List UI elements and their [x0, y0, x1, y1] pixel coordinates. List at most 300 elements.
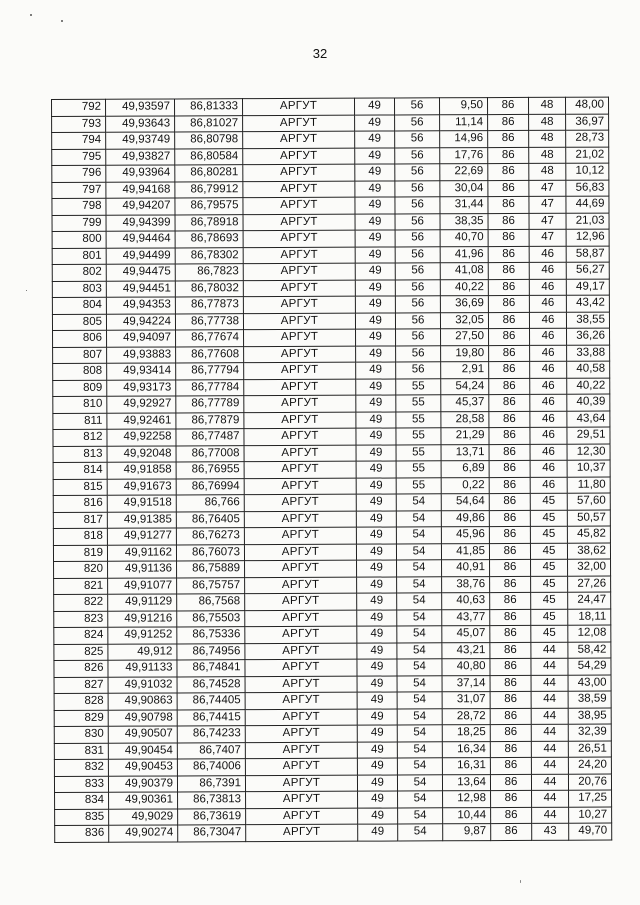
- cell-river-name: АРГУТ: [244, 461, 356, 478]
- cell-lat-minutes: 55: [396, 428, 441, 445]
- cell-lon-minutes: 44: [531, 774, 568, 791]
- cell-lon-seconds: 38,95: [568, 708, 611, 725]
- cell-latitude: 49,93173: [107, 379, 176, 396]
- cell-lat-seconds: 41,85: [441, 543, 489, 560]
- cell-longitude: 86,73813: [178, 792, 246, 809]
- cell-lon-degrees: 86: [490, 675, 531, 692]
- cell-latitude: 49,90454: [108, 742, 177, 759]
- cell-river-name: АРГУТ: [244, 362, 356, 379]
- cell-lon-seconds: 56,83: [566, 180, 609, 197]
- cell-lon-minutes: 46: [530, 460, 567, 477]
- cell-lat-minutes: 56: [394, 98, 439, 115]
- cell-lat-minutes: 56: [395, 164, 440, 181]
- cell-lon-degrees: 86: [490, 642, 531, 659]
- cell-lon-degrees: 86: [488, 180, 529, 197]
- cell-longitude: 86,766: [176, 495, 244, 512]
- cell-lat-seconds: 49,86: [441, 510, 489, 527]
- cell-longitude: 86,74956: [177, 643, 245, 660]
- cell-lon-degrees: 86: [488, 114, 529, 131]
- cell-longitude: 86,7391: [177, 775, 245, 792]
- cell-longitude: 86,75336: [177, 627, 245, 644]
- cell-longitude: 86,78032: [175, 280, 243, 297]
- cell-lon-degrees: 86: [488, 196, 529, 213]
- cell-lat-minutes: 54: [397, 659, 442, 676]
- cell-lat-minutes: 56: [395, 279, 440, 296]
- cell-lat-seconds: 36,69: [440, 296, 488, 313]
- cell-lon-minutes: 44: [531, 741, 568, 758]
- cell-point-number: 802: [52, 264, 106, 281]
- cell-lon-degrees: 86: [488, 262, 529, 279]
- cell-point-number: 833: [54, 776, 108, 793]
- cell-lat-minutes: 54: [397, 642, 442, 659]
- cell-lat-minutes: 55: [396, 411, 441, 428]
- cell-lat-minutes: 56: [395, 180, 440, 197]
- cell-lon-degrees: 86: [489, 411, 530, 428]
- cell-lat-minutes: 56: [395, 213, 440, 230]
- cell-point-number: 832: [54, 759, 108, 776]
- cell-latitude: 49,91077: [108, 577, 177, 594]
- cell-river-name: АРГУТ: [245, 725, 357, 742]
- cell-lon-seconds: 10,27: [569, 807, 612, 824]
- cell-latitude: 49,93883: [107, 346, 176, 363]
- cell-lat-minutes: 56: [396, 329, 441, 346]
- cell-longitude: 86,77008: [176, 445, 244, 462]
- cell-lat-seconds: 41,08: [440, 263, 488, 280]
- cell-longitude: 86,7407: [177, 742, 245, 759]
- cell-lon-minutes: 46: [529, 279, 566, 296]
- cell-latitude: 49,91216: [108, 610, 177, 627]
- cell-lon-degrees: 86: [491, 823, 532, 840]
- cell-river-name: АРГУТ: [244, 527, 356, 544]
- cell-river-name: АРГУТ: [245, 659, 357, 676]
- cell-lat-degrees: 49: [357, 576, 397, 593]
- cell-river-name: АРГУТ: [243, 313, 355, 330]
- cell-lat-degrees: 49: [357, 560, 397, 577]
- cell-longitude: 86,79912: [175, 181, 243, 198]
- cell-lat-degrees: 49: [357, 725, 397, 742]
- cell-lat-seconds: 31,07: [442, 692, 490, 709]
- cell-latitude: 49,94168: [106, 181, 175, 198]
- cell-lat-degrees: 49: [356, 494, 396, 511]
- cell-lon-seconds: 33,88: [567, 345, 610, 362]
- cell-point-number: 823: [54, 611, 108, 628]
- cell-longitude: 86,76273: [176, 528, 244, 545]
- cell-latitude: 49,91277: [107, 528, 176, 545]
- cell-lon-seconds: 50,57: [567, 510, 610, 527]
- scan-speck: [30, 14, 32, 16]
- cell-point-number: 805: [52, 314, 106, 331]
- cell-longitude: 86,80584: [175, 148, 243, 165]
- cell-latitude: 49,92258: [107, 429, 176, 446]
- cell-lat-seconds: 31,44: [440, 197, 488, 214]
- cell-point-number: 822: [54, 594, 108, 611]
- cell-lon-seconds: 43,64: [567, 411, 610, 428]
- cell-latitude: 49,90379: [108, 775, 177, 792]
- cell-lon-degrees: 86: [489, 460, 530, 477]
- cell-lon-minutes: 48: [529, 147, 566, 164]
- cell-latitude: 49,94464: [106, 231, 175, 248]
- cell-lon-degrees: 86: [489, 477, 530, 494]
- cell-lon-minutes: 48: [529, 114, 566, 131]
- cell-lon-degrees: 86: [488, 213, 529, 230]
- cell-lon-degrees: 86: [487, 97, 528, 114]
- cell-river-name: АРГУТ: [243, 131, 355, 148]
- coordinates-table: [51, 97, 612, 843]
- cell-longitude: 86,77608: [176, 346, 244, 363]
- cell-lon-degrees: 86: [489, 543, 530, 560]
- cell-lon-degrees: 86: [490, 741, 531, 758]
- cell-lon-minutes: 47: [529, 196, 566, 213]
- cell-longitude: 86,74528: [177, 676, 245, 693]
- cell-longitude: 86,78693: [175, 231, 243, 248]
- cell-lat-minutes: 56: [395, 114, 440, 131]
- scan-speck: [61, 20, 63, 22]
- cell-lat-seconds: 38,76: [442, 576, 490, 593]
- cell-lat-minutes: 56: [395, 230, 440, 247]
- cell-lat-seconds: 43,77: [442, 609, 490, 626]
- cell-point-number: 807: [53, 347, 107, 364]
- cell-lon-degrees: 86: [489, 345, 530, 362]
- cell-lat-degrees: 49: [357, 593, 397, 610]
- cell-lat-degrees: 49: [356, 362, 396, 379]
- cell-latitude: 49,93749: [106, 132, 175, 149]
- cell-lon-seconds: 40,39: [567, 394, 610, 411]
- cell-latitude: 49,90507: [108, 726, 177, 743]
- cell-longitude: 86,80798: [175, 132, 243, 149]
- cell-lat-degrees: 49: [355, 296, 395, 313]
- cell-lat-degrees: 49: [357, 741, 397, 758]
- cell-lat-degrees: 49: [356, 510, 396, 527]
- cell-lon-minutes: 43: [532, 823, 569, 840]
- cell-lat-degrees: 49: [354, 98, 394, 115]
- scan-speck: [26, 290, 27, 291]
- cell-point-number: 809: [53, 380, 107, 397]
- cell-lon-minutes: 47: [529, 180, 566, 197]
- cell-lon-minutes: 45: [531, 576, 568, 593]
- cell-lon-degrees: 86: [489, 526, 530, 543]
- cell-river-name: АРГУТ: [243, 280, 355, 297]
- cell-lon-minutes: 46: [529, 262, 566, 279]
- cell-lon-seconds: 12,30: [567, 444, 610, 461]
- cell-longitude: 86,76073: [176, 544, 244, 561]
- cell-lon-degrees: 86: [488, 147, 529, 164]
- cell-lon-degrees: 86: [490, 757, 531, 774]
- cell-longitude: 86,77789: [176, 396, 244, 413]
- cell-latitude: 49,912: [108, 643, 177, 660]
- cell-longitude: 86,76955: [176, 462, 244, 479]
- cell-point-number: 794: [52, 132, 106, 149]
- cell-lat-seconds: 18,25: [442, 725, 490, 742]
- cell-river-name: АРГУТ: [243, 115, 355, 132]
- cell-lon-seconds: 58,87: [566, 246, 609, 263]
- cell-latitude: 49,92048: [107, 445, 176, 462]
- cell-longitude: 86,7823: [175, 264, 243, 281]
- cell-lon-minutes: 44: [531, 708, 568, 725]
- cell-point-number: 813: [53, 446, 107, 463]
- cell-longitude: 86,77674: [176, 330, 244, 347]
- cell-lon-minutes: 46: [530, 411, 567, 428]
- cell-lat-seconds: 21,29: [441, 428, 489, 445]
- cell-lon-seconds: 10,12: [566, 163, 609, 180]
- cell-lat-seconds: 45,96: [441, 527, 489, 544]
- cell-latitude: 49,94451: [106, 280, 175, 297]
- cell-latitude: 49,94353: [106, 297, 175, 314]
- cell-longitude: 86,77879: [176, 412, 244, 429]
- cell-lat-degrees: 49: [356, 461, 396, 478]
- cell-latitude: 49,90863: [108, 693, 177, 710]
- cell-lat-degrees: 49: [357, 659, 397, 676]
- page-number: 32: [312, 46, 328, 61]
- cell-latitude: 49,94097: [107, 330, 176, 347]
- cell-river-name: АРГУТ: [245, 676, 357, 693]
- cell-river-name: АРГУТ: [246, 824, 358, 841]
- cell-latitude: 49,90274: [109, 825, 178, 842]
- cell-latitude: 49,93414: [107, 363, 176, 380]
- cell-river-name: АРГУТ: [245, 709, 357, 726]
- cell-lon-degrees: 86: [490, 658, 531, 675]
- cell-lat-degrees: 49: [356, 543, 396, 560]
- cell-latitude: 49,94475: [106, 264, 175, 281]
- cell-lat-degrees: 49: [357, 692, 397, 709]
- scan-speck: [520, 880, 521, 883]
- cell-lon-seconds: 49,70: [569, 823, 612, 840]
- cell-lat-degrees: 49: [356, 329, 396, 346]
- cell-lat-minutes: 54: [397, 708, 442, 725]
- cell-lat-degrees: 49: [355, 263, 395, 280]
- cell-river-name: АРГУТ: [243, 214, 355, 231]
- cell-point-number: 799: [52, 215, 106, 232]
- cell-lon-seconds: 38,62: [567, 543, 610, 560]
- cell-river-name: АРГУТ: [245, 758, 357, 775]
- cell-longitude: 86,81027: [175, 115, 243, 132]
- cell-lat-degrees: 49: [356, 477, 396, 494]
- cell-lat-minutes: 55: [396, 378, 441, 395]
- cell-lat-degrees: 49: [356, 345, 396, 362]
- cell-lat-seconds: 38,35: [440, 213, 488, 230]
- cell-river-name: АРГУТ: [244, 329, 356, 346]
- cell-point-number: 815: [53, 479, 107, 496]
- cell-lon-seconds: 58,42: [568, 642, 611, 659]
- cell-river-name: АРГУТ: [244, 445, 356, 462]
- cell-lat-degrees: 49: [356, 411, 396, 428]
- cell-lat-seconds: 45,07: [442, 626, 490, 643]
- cell-longitude: 86,74006: [177, 759, 245, 776]
- cell-lat-minutes: 54: [398, 824, 443, 841]
- cell-river-name: АРГУТ: [243, 164, 355, 181]
- cell-lon-degrees: 86: [490, 774, 531, 791]
- cell-lat-degrees: 49: [357, 675, 397, 692]
- cell-lat-seconds: 28,72: [442, 708, 490, 725]
- cell-lat-seconds: 16,31: [442, 758, 490, 775]
- cell-lon-degrees: 86: [488, 312, 529, 329]
- cell-lat-minutes: 56: [396, 362, 441, 379]
- cell-lat-minutes: 54: [397, 609, 442, 626]
- cell-lon-minutes: 47: [529, 213, 566, 230]
- cell-longitude: 86,73047: [178, 825, 246, 842]
- cell-lat-degrees: 49: [355, 181, 395, 198]
- cell-point-number: 824: [54, 627, 108, 644]
- cell-lon-seconds: 49,17: [566, 279, 609, 296]
- cell-river-name: АРГУТ: [244, 395, 356, 412]
- cell-lon-degrees: 86: [488, 163, 529, 180]
- cell-lat-seconds: 0,22: [441, 477, 489, 494]
- cell-lon-minutes: 48: [528, 97, 565, 114]
- cell-lat-minutes: 54: [397, 758, 442, 775]
- cell-lon-degrees: 86: [489, 394, 530, 411]
- cell-lat-degrees: 49: [355, 279, 395, 296]
- cell-lon-seconds: 24,47: [568, 592, 611, 609]
- cell-lat-degrees: 49: [355, 131, 395, 148]
- cell-lat-minutes: 54: [397, 593, 442, 610]
- cell-point-number: 793: [52, 116, 106, 133]
- cell-river-name: АРГУТ: [243, 181, 355, 198]
- cell-lon-degrees: 86: [489, 361, 530, 378]
- cell-lon-minutes: 46: [529, 312, 566, 329]
- cell-lon-degrees: 86: [488, 295, 529, 312]
- cell-lon-minutes: 45: [530, 543, 567, 560]
- cell-point-number: 816: [53, 495, 107, 512]
- cell-lon-minutes: 46: [530, 345, 567, 362]
- cell-lon-minutes: 46: [530, 328, 567, 345]
- cell-lon-seconds: 20,76: [568, 774, 611, 791]
- cell-river-name: АРГУТ: [245, 692, 357, 709]
- cell-latitude: 49,9029: [109, 808, 178, 825]
- cell-lon-degrees: 86: [489, 328, 530, 345]
- cell-lon-seconds: 43,42: [566, 295, 609, 312]
- cell-point-number: 831: [54, 743, 108, 760]
- cell-river-name: АРГУТ: [245, 577, 357, 594]
- cell-lat-minutes: 56: [395, 147, 440, 164]
- cell-lat-degrees: 49: [356, 527, 396, 544]
- cell-lat-minutes: 54: [398, 791, 443, 808]
- cell-lat-seconds: 54,64: [441, 494, 489, 511]
- cell-lat-seconds: 37,14: [442, 675, 490, 692]
- cell-lon-minutes: 45: [531, 625, 568, 642]
- cell-lon-seconds: 24,20: [568, 757, 611, 774]
- cell-lon-seconds: 56,27: [566, 262, 609, 279]
- cell-lat-degrees: 49: [357, 774, 397, 791]
- cell-point-number: 830: [54, 726, 108, 743]
- cell-river-name: АРГУТ: [244, 494, 356, 511]
- cell-lon-seconds: 36,97: [566, 114, 609, 131]
- cell-lat-minutes: 54: [396, 510, 441, 527]
- cell-lat-minutes: 54: [397, 725, 442, 742]
- cell-point-number: 810: [53, 396, 107, 413]
- cell-lon-minutes: 45: [531, 592, 568, 609]
- cell-lon-minutes: 46: [530, 361, 567, 378]
- cell-lat-seconds: 40,63: [442, 593, 490, 610]
- cell-lat-seconds: 40,70: [440, 230, 488, 247]
- cell-lat-degrees: 49: [357, 609, 397, 626]
- cell-longitude: 86,7568: [177, 594, 245, 611]
- cell-river-name: АРГУТ: [243, 197, 355, 214]
- cell-lat-minutes: 56: [395, 197, 440, 214]
- cell-longitude: 86,78302: [175, 247, 243, 264]
- cell-longitude: 86,79575: [175, 198, 243, 215]
- cell-latitude: 49,91518: [107, 495, 176, 512]
- cell-lon-seconds: 18,11: [568, 609, 611, 626]
- cell-latitude: 49,93597: [106, 99, 175, 116]
- cell-latitude: 49,90798: [108, 709, 177, 726]
- cell-latitude: 49,94224: [106, 313, 175, 330]
- cell-lat-seconds: 6,89: [441, 461, 489, 478]
- cell-point-number: 792: [52, 99, 106, 116]
- cell-river-name: АРГУТ: [245, 643, 357, 660]
- cell-lat-seconds: 2,91: [441, 362, 489, 379]
- cell-point-number: 819: [53, 545, 107, 562]
- cell-lon-seconds: 29,51: [567, 427, 610, 444]
- cell-point-number: 820: [54, 561, 108, 578]
- cell-latitude: 49,92927: [107, 396, 176, 413]
- cell-latitude: 49,91385: [107, 511, 176, 528]
- cell-lon-seconds: 54,29: [568, 658, 611, 675]
- cell-longitude: 86,78918: [175, 214, 243, 231]
- cell-lat-degrees: 49: [355, 312, 395, 329]
- cell-lat-degrees: 49: [357, 626, 397, 643]
- cell-lon-degrees: 86: [488, 229, 529, 246]
- cell-point-number: 817: [53, 512, 107, 529]
- cell-lat-degrees: 49: [355, 164, 395, 181]
- cell-latitude: 49,94207: [106, 198, 175, 215]
- cell-point-number: 798: [52, 198, 106, 215]
- cell-lat-minutes: 54: [397, 774, 442, 791]
- cell-lon-seconds: 40,22: [567, 378, 610, 395]
- cell-lon-minutes: 45: [530, 510, 567, 527]
- cell-point-number: 818: [53, 528, 107, 545]
- cell-latitude: 49,94399: [106, 214, 175, 231]
- cell-latitude: 49,90453: [108, 759, 177, 776]
- cell-river-name: АРГУТ: [244, 478, 356, 495]
- cell-lon-minutes: 44: [531, 675, 568, 692]
- cell-lat-seconds: 54,24: [441, 378, 489, 395]
- cell-lat-seconds: 9,50: [439, 98, 487, 115]
- cell-latitude: 49,91252: [108, 627, 177, 644]
- cell-latitude: 49,90361: [109, 792, 178, 809]
- cell-lon-minutes: 44: [531, 724, 568, 741]
- cell-lat-seconds: 13,64: [442, 774, 490, 791]
- cell-lon-seconds: 38,59: [568, 691, 611, 708]
- cell-lon-seconds: 28,73: [566, 130, 609, 147]
- cell-river-name: АРГУТ: [245, 560, 357, 577]
- cell-lat-minutes: 54: [397, 626, 442, 643]
- cell-lat-seconds: 12,98: [443, 791, 491, 808]
- cell-river-name: АРГУТ: [245, 775, 357, 792]
- cell-lat-degrees: 49: [355, 214, 395, 231]
- cell-lat-minutes: 54: [397, 741, 442, 758]
- cell-lat-degrees: 49: [356, 378, 396, 395]
- cell-latitude: 49,91133: [108, 660, 177, 677]
- cell-latitude: 49,94499: [106, 247, 175, 264]
- cell-longitude: 86,77738: [175, 313, 243, 330]
- cell-lon-degrees: 86: [488, 246, 529, 263]
- cell-lat-minutes: 55: [396, 461, 441, 478]
- cell-lat-degrees: 49: [358, 807, 398, 824]
- cell-lat-seconds: 16,34: [442, 741, 490, 758]
- cell-point-number: 801: [52, 248, 106, 265]
- cell-lon-seconds: 26,51: [568, 741, 611, 758]
- cell-river-name: АРГУТ: [245, 626, 357, 643]
- cell-point-number: 812: [53, 429, 107, 446]
- cell-longitude: 86,81333: [175, 99, 243, 116]
- cell-lon-minutes: 44: [531, 691, 568, 708]
- cell-lon-minutes: 45: [531, 559, 568, 576]
- cell-longitude: 86,77873: [175, 297, 243, 314]
- cell-longitude: 86,74233: [177, 726, 245, 743]
- cell-lat-minutes: 56: [395, 296, 440, 313]
- cell-lon-degrees: 86: [490, 625, 531, 642]
- cell-lon-seconds: 32,00: [568, 559, 611, 576]
- cell-latitude: 49,91858: [107, 462, 176, 479]
